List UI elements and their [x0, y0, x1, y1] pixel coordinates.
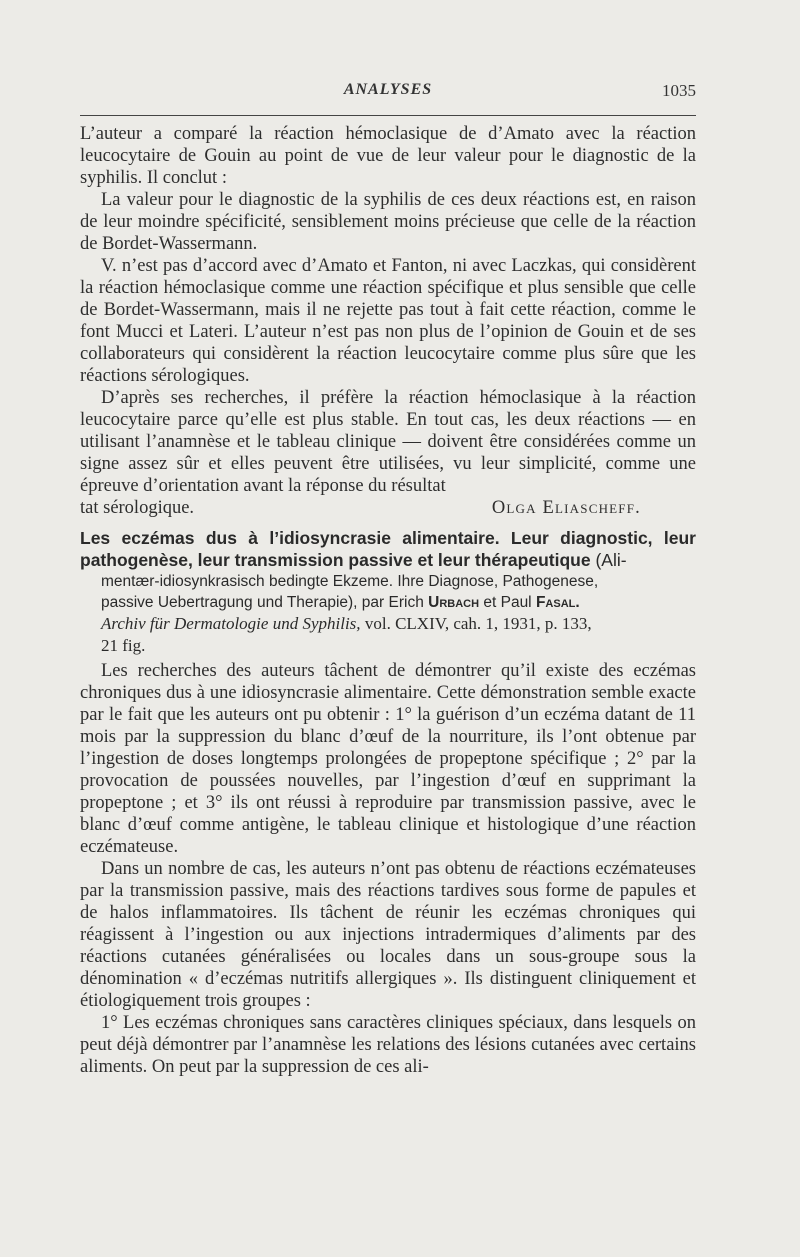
author-signature: Olga Eliascheff. [491, 498, 641, 518]
reference-volume: vol. CLXIV, cah. 1, 1931, p. 133, [364, 614, 592, 633]
signature-line [80, 497, 696, 519]
page-header [80, 81, 696, 107]
reference-line [101, 592, 696, 613]
reference-line [101, 613, 696, 635]
article-title-tail: (Ali- [595, 550, 627, 570]
reference-figures: 21 fig. [101, 636, 146, 655]
page-number: 1035 [662, 81, 696, 100]
paragraph: D’après ses recherches, il préfère la réaction hémoclasique à la réaction leucocytaire parce qu’elle est plus stable. En tout cas, les deux réactions — en utilisant l’anamnèse et le tableau clinique — doivent être considérées comme un signe assez sûr et elles peuvent être utilisées, vu leur simplicité, comme une épreuve d’orientation avant la réponse du résultat [80, 388, 696, 496]
paragraph: Dans un nombre de cas, les auteurs n’ont pas obtenu de réactions eczémateuses par la transmission passive, mais des réactions tardives sous forme de papules et de halos inflammatoires. Ils tâchent de réunir les eczémas chroniques qui réagissent à l’ingestion ou aux injections intradermiques d’aliments par des réactions cutanées généralisées ou locales dans un sous-groupe sous la dénomination « d’eczémas nutritifs allergiques ». Ils distinguent cliniquement et étiologiquement trois groupes : [80, 859, 696, 1011]
paragraph: L’auteur a comparé la réaction hémoclasique de d’Amato avec la réaction leucocytaire de Gouin au point de vue de leur valeur pour le diagnostic de la syphilis. Il conclut : [80, 124, 696, 188]
author-name: Urbach [428, 594, 480, 611]
paragraph-end: tat sérologique. [80, 498, 195, 518]
page-body [80, 123, 696, 1078]
paragraph: La valeur pour le diagnostic de la syphilis de ces deux réactions est, en raison de leur moindre spécificité, sensiblement moins précieuse que celle de la réaction de Bordet-Wassermann. [80, 190, 696, 254]
paragraph: V. n’est pas d’accord avec d’Amato et Fanton, ni avec Laczkas, qui considèrent la réaction hémoclasique comme une réaction spécifique et plus sensible que celle de Bordet-Wassermann, mais il ne rejette pas tout à fait cette réaction, comme le font Mucci et Lateri. L’auteur n’est pas non plus de l’opinion de Gouin et de ses collaborateurs qui considèrent la réaction leucocytaire comme plus sûre que les réactions sérologiques. [80, 256, 696, 386]
reference-details [80, 571, 696, 656]
article-1 [80, 123, 696, 519]
reference-text: passive Uebertragung und Therapie), par Erich [101, 594, 424, 611]
article-2 [80, 660, 696, 1078]
article-title [80, 527, 696, 571]
reference-text: et Paul [483, 594, 532, 611]
paragraph: Les recherches des auteurs tâchent de démontrer qu’il existe des eczémas chroniques dus à une idiosyncrasie alimentaire. Cette démonstration semble exacte par le fait que les auteurs ont pu obtenir : 1° la guérison d’un eczéma datant de 11 mois par la suppression du blanc d’œuf de la nourriture, ils l’ont obtenue par l’ingestion de doses longtemps prolongées de propeptone spécifique ; 2° par la provocation de poussées nouvelles, par l’ingestion d’œuf en supprimant la propeptone ; et 3° ils ont réussi à reproduire par transmission passive, avec le blanc d’œuf comme antigène, le tableau clinique et histologique d’une réaction eczémateuse. [80, 661, 696, 857]
header-rule [80, 115, 696, 116]
paragraph: 1° Les eczémas chroniques sans caractères cliniques spéciaux, dans lesquels on peut déjà démontrer par l’anamnèse les relations des lésions cutanées avec certains aliments. On peut par la suppression de ces ali- [80, 1013, 696, 1077]
article-title-text: Les eczémas dus à l’idiosyncrasie alimentaire. Leur diagnostic, leur pathogenèse, leur transmission passive et leur thérapeutique [80, 528, 696, 570]
running-title: ANALYSES [343, 81, 433, 98]
article-2-reference [80, 527, 696, 656]
journal-title: Archiv für Dermatologie und Syphilis, [101, 614, 361, 633]
reference-line: mentær-idiosynkrasisch bedingte Ekzeme. Ihre Diagnose, Pathogenese, [101, 573, 599, 590]
author-name: Fasal. [535, 594, 580, 611]
